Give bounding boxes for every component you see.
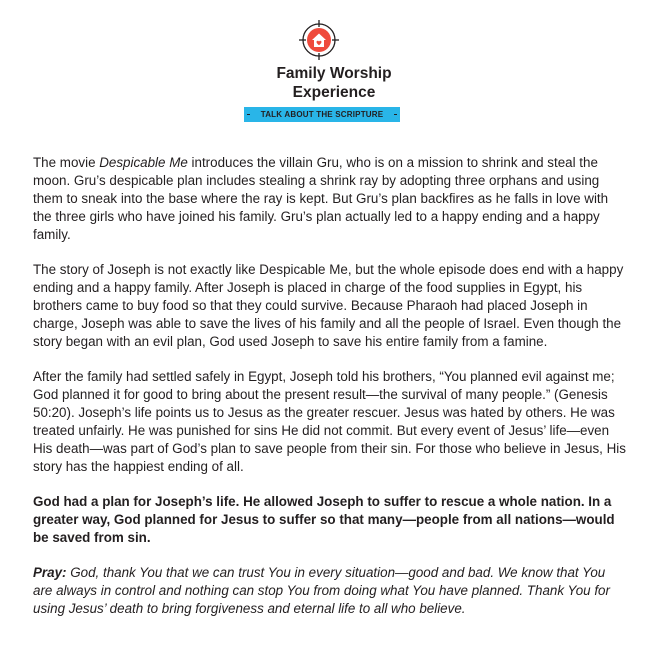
- paragraph-intro: [33, 154, 628, 244]
- pray-label: Pray:: [33, 565, 67, 580]
- article-body: [33, 154, 628, 635]
- section-banner: [244, 107, 400, 122]
- paragraph-genesis: After the family had settled safely in Egypt, Joseph told his brothers, “You planned evil against me; God planned it for good to bring about the present result—the survival of many people.” (Genesis 50:20). Joseph’s life points us to Jesus as the greater rescuer. Jesus was hated by others. He was treated unfairly. He was punished for sins He did not commit. But every event of Jesus’ life—even His death—was part of God’s plan to save people from their sin. For those who believe in Jesus, His story has the happiest ending of all.: [33, 369, 626, 474]
- title-line-1: Family Worship: [276, 65, 392, 82]
- home-heart-target-icon: [299, 20, 339, 60]
- movie-title: Despicable Me: [99, 155, 188, 170]
- paragraph-key-point: God had a plan for Joseph’s life. He allowed Joseph to suffer to rescue a whole nation. In a greater way, God planned for Jesus to suffer so that many—people from all nations—would be saved from sin.: [33, 494, 615, 545]
- p1-start: The movie: [33, 155, 100, 170]
- pray-text: God, thank You that we can trust You in every situation—good and bad. We know that You are always in control and nothing can stop You from doing what You have planned. Thank You for using Jesus’ death to bring forgiveness and eternal life to all who believe.: [33, 565, 610, 616]
- banner-dash-right: [394, 114, 397, 115]
- paragraph-prayer: [33, 564, 628, 618]
- banner-label: TALK ABOUT THE SCRIPTURE: [260, 110, 384, 119]
- paragraph-joseph-story: The story of Joseph is not exactly like Despicable Me, but the whole episode does end with a happy ending and a happy family. After Joseph is placed in charge of the food supplies in Egypt, his brothers came to buy food so that they could survive. Because Pharaoh had placed Joseph in charge, Joseph was able to save the lives of his family and all the people of Israel. Even though the story began with an evil plan, God used Joseph to save his entire family from a famine.: [33, 262, 624, 349]
- p1-rest: introduces the villain Gru, who is on a mission to shrink and steal the moon. Gru’s despicable plan includes stealing a shrink ray by adopting three orphans and using them to sneak into the base where the ray is kept. But Gru’s plan backfires as he falls in love with the three girls who have joined his family. Gru’s plan actually led to a happy ending and a happy family.: [33, 155, 609, 242]
- title-line-2: Experience: [292, 84, 376, 101]
